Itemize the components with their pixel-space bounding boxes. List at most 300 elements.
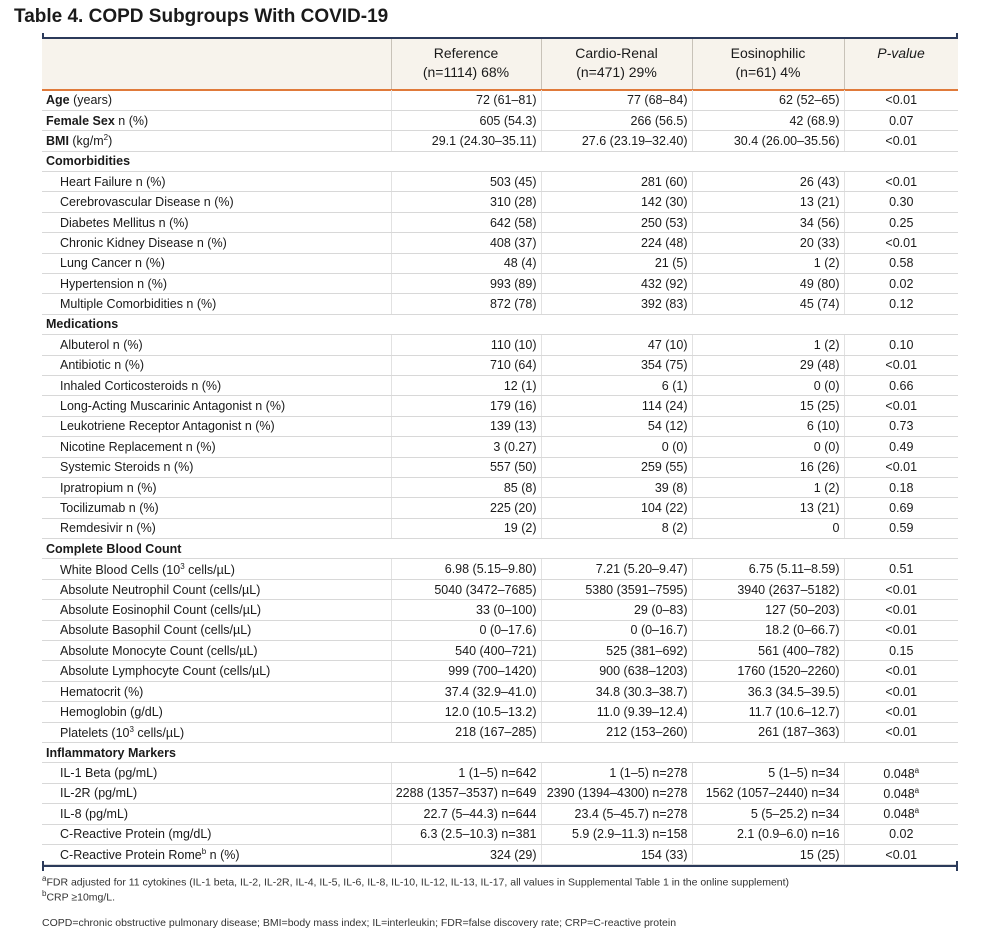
table-row — [42, 396, 958, 416]
table-row — [42, 681, 958, 701]
footnote-a — [42, 874, 789, 889]
p-value — [844, 579, 958, 599]
section-label: Complete Blood Count — [42, 539, 958, 559]
cardio-renal-value: 281 (60) — [541, 172, 692, 192]
eosinophilic-value: 1 (2) — [692, 253, 844, 273]
p-value-text: 0.048 — [883, 807, 915, 822]
row-label — [42, 212, 391, 232]
p-value — [844, 600, 958, 620]
eosinophilic-value: 29 (48) — [692, 355, 844, 375]
cardio-renal-value: 8 (2) — [541, 518, 692, 538]
cardio-renal-value: 47 (10) — [541, 335, 692, 355]
p-value — [844, 335, 958, 355]
cardio-renal-value: 432 (92) — [541, 274, 692, 294]
row-label — [42, 90, 391, 110]
reference-value: 993 (89) — [391, 274, 541, 294]
row-label-text: Absolute Monocyte Count (cells/µL) — [60, 643, 258, 658]
row-label-text: Hypertension n (%) — [60, 276, 167, 291]
cardio-renal-value: 5.9 (2.9–11.3) n=158 — [541, 824, 692, 844]
p-value — [844, 253, 958, 273]
row-label — [42, 477, 391, 497]
row-label-text: Hemoglobin (g/dL) — [60, 704, 163, 719]
table-row — [42, 110, 958, 130]
p-value-text: 0.048 — [883, 787, 915, 802]
table-row — [42, 172, 958, 192]
eosinophilic-value: 6.75 (5.11–8.59) — [692, 559, 844, 579]
column-header-p-value — [844, 39, 958, 89]
cardio-renal-value: 525 (381–692) — [541, 641, 692, 661]
p-value-text: 0.49 — [889, 439, 914, 454]
row-label — [42, 661, 391, 681]
reference-value: 85 (8) — [391, 477, 541, 497]
table-row — [42, 804, 958, 824]
cardio-renal-value: 0 (0) — [541, 437, 692, 457]
eosinophilic-value: 11.7 (10.6–12.7) — [692, 702, 844, 722]
p-value-text: 0.12 — [889, 297, 914, 312]
p-value — [844, 722, 958, 742]
eosinophilic-value: 1 (2) — [692, 335, 844, 355]
row-label-text: Albuterol n (%) — [60, 337, 143, 352]
p-value-text: 0.048 — [883, 766, 915, 781]
cardio-renal-value: 154 (33) — [541, 844, 692, 864]
row-label — [42, 396, 391, 416]
row-label-after: cells/µL) — [184, 562, 235, 577]
eosinophilic-value: 1760 (1520–2260) — [692, 661, 844, 681]
column-header-line: Reference — [433, 45, 499, 61]
table-row — [42, 477, 958, 497]
eosinophilic-value: 45 (74) — [692, 294, 844, 314]
row-label-text: Inhaled Corticosteroids n (%) — [60, 378, 222, 393]
cardio-renal-value: 77 (68–84) — [541, 90, 692, 110]
row-label-text: Remdesivir n (%) — [60, 521, 156, 536]
table-row — [42, 518, 958, 538]
cardio-renal-value: 900 (638–1203) — [541, 661, 692, 681]
row-label-bold: BMI — [46, 134, 69, 149]
reference-value: 5040 (3472–7685) — [391, 579, 541, 599]
p-value-text: <0.01 — [885, 92, 918, 107]
p-value — [844, 477, 958, 497]
p-value — [844, 681, 958, 701]
p-value-text: 0.30 — [889, 195, 914, 210]
eosinophilic-value: 3940 (2637–5182) — [692, 579, 844, 599]
section-row — [42, 539, 958, 559]
row-label-text: Absolute Basophil Count (cells/µL) — [60, 623, 252, 638]
table-title: Table 4. COPD Subgroups With COVID-19 — [14, 6, 389, 27]
p-value-text: <0.01 — [885, 623, 918, 638]
eosinophilic-value: 15 (25) — [692, 844, 844, 864]
header-divider — [844, 39, 845, 89]
p-value-text: <0.01 — [885, 133, 918, 148]
column-header-line: (n=1114) 68% — [422, 64, 510, 80]
row-label-text: IL-1 Beta (pg/mL) — [60, 766, 158, 781]
header-divider — [391, 39, 392, 89]
p-value — [844, 131, 958, 151]
cardio-renal-value: 1 (1–5) n=278 — [541, 763, 692, 783]
row-label-text: Heart Failure n (%) — [60, 174, 166, 189]
reference-value: 0 (0–17.6) — [391, 620, 541, 640]
p-value-text: 0.18 — [889, 480, 914, 495]
p-value-text: 0.25 — [889, 215, 914, 230]
p-value-text: <0.01 — [885, 399, 918, 414]
reference-value: 179 (16) — [391, 396, 541, 416]
row-label — [42, 824, 391, 844]
row-label-bold: Age — [46, 92, 70, 107]
p-value — [844, 437, 958, 457]
eosinophilic-value: 26 (43) — [692, 172, 844, 192]
table-row — [42, 90, 958, 110]
row-label-text: Absolute Neutrophil Count (cells/µL) — [60, 582, 261, 597]
eosinophilic-value: 36.3 (34.5–39.5) — [692, 681, 844, 701]
reference-value: 48 (4) — [391, 253, 541, 273]
p-value-text: 0.51 — [889, 562, 914, 577]
table-row — [42, 192, 958, 212]
eosinophilic-value: 20 (33) — [692, 233, 844, 253]
column-header-line: P-value — [877, 45, 925, 61]
p-value-text: <0.01 — [885, 704, 918, 719]
row-label-text: Absolute Lymphocyte Count (cells/µL) — [60, 664, 271, 679]
cardio-renal-value: 11.0 (9.39–12.4) — [541, 702, 692, 722]
row-label — [42, 641, 391, 661]
table-row — [42, 661, 958, 681]
eosinophilic-value: 15 (25) — [692, 396, 844, 416]
table-row — [42, 620, 958, 640]
p-value — [844, 641, 958, 661]
row-label-sup: 3 — [129, 724, 134, 734]
row-label-text: Cerebrovascular Disease n (%) — [60, 195, 234, 210]
p-value-text: <0.01 — [885, 664, 918, 679]
cardio-renal-value: 266 (56.5) — [541, 110, 692, 130]
row-label — [42, 579, 391, 599]
row-label-text: C-Reactive Protein Rome — [60, 848, 202, 863]
p-value-text: <0.01 — [885, 847, 918, 862]
row-label-text: Chronic Kidney Disease n (%) — [60, 235, 227, 250]
table-row — [42, 335, 958, 355]
section-row — [42, 314, 958, 334]
eosinophilic-value: 62 (52–65) — [692, 90, 844, 110]
row-label-bold: Female Sex — [46, 113, 115, 128]
row-label — [42, 192, 391, 212]
reference-value: 139 (13) — [391, 416, 541, 436]
eosinophilic-value: 30.4 (26.00–35.56) — [692, 131, 844, 151]
p-value-text: <0.01 — [885, 460, 918, 475]
cardio-renal-value: 104 (22) — [541, 498, 692, 518]
reference-value: 6.98 (5.15–9.80) — [391, 559, 541, 579]
row-label-sup: 3 — [180, 561, 185, 571]
reference-value: 408 (37) — [391, 233, 541, 253]
reference-value: 72 (61–81) — [391, 90, 541, 110]
reference-value: 22.7 (5–44.3) n=644 — [391, 804, 541, 824]
p-value-text: 0.69 — [889, 501, 914, 515]
table-row — [42, 437, 958, 457]
eosinophilic-value: 0 (0) — [692, 375, 844, 395]
p-value-text: 0.07 — [889, 113, 914, 128]
table-row — [42, 416, 958, 436]
row-label — [42, 518, 391, 538]
eosinophilic-value: 49 (80) — [692, 274, 844, 294]
p-value — [844, 804, 958, 824]
p-value-text: 0.58 — [889, 256, 914, 271]
p-value-text: 0.59 — [889, 521, 914, 536]
footnote-mark: a — [42, 874, 47, 883]
eosinophilic-value: 13 (21) — [692, 192, 844, 212]
cardio-renal-value: 354 (75) — [541, 355, 692, 375]
p-value — [844, 702, 958, 722]
cardio-renal-value: 114 (24) — [541, 396, 692, 416]
column-header-cardio-renal — [541, 39, 692, 89]
footnote-b — [42, 889, 115, 904]
p-value — [844, 518, 958, 538]
reference-value: 999 (700–1420) — [391, 661, 541, 681]
row-label — [42, 274, 391, 294]
cardio-renal-value: 6 (1) — [541, 375, 692, 395]
reference-value: 33 (0–100) — [391, 600, 541, 620]
section-label: Inflammatory Markers — [42, 743, 958, 763]
row-label — [42, 804, 391, 824]
table-row — [42, 375, 958, 395]
cardio-renal-value: 212 (153–260) — [541, 722, 692, 742]
row-label-text: Hematocrit (%) — [60, 684, 144, 699]
eosinophilic-value: 261 (187–363) — [692, 722, 844, 742]
row-label — [42, 294, 391, 314]
p-value — [844, 457, 958, 477]
row-label — [42, 681, 391, 701]
reference-value: 710 (64) — [391, 355, 541, 375]
reference-value: 37.4 (32.9–41.0) — [391, 681, 541, 701]
cardio-renal-value: 54 (12) — [541, 416, 692, 436]
p-value — [844, 498, 958, 518]
eosinophilic-value: 42 (68.9) — [692, 110, 844, 130]
table-row — [42, 233, 958, 253]
row-label-text: Ipratropium n (%) — [60, 480, 157, 495]
p-value — [844, 844, 958, 864]
row-label — [42, 620, 391, 640]
cardio-renal-value: 21 (5) — [541, 253, 692, 273]
reference-value: 605 (54.3) — [391, 110, 541, 130]
p-value — [844, 274, 958, 294]
data-table — [42, 90, 958, 865]
row-label-after: cells/µL) — [133, 725, 185, 740]
table-row — [42, 131, 958, 151]
p-value — [844, 396, 958, 416]
row-label — [42, 335, 391, 355]
row-label-text: Systemic Steroids n (%) — [60, 460, 194, 475]
eosinophilic-value: 1 (2) — [692, 477, 844, 497]
column-header-eosinophilic — [692, 39, 844, 89]
row-label-after: ) — [108, 134, 113, 149]
row-label — [42, 437, 391, 457]
footnote-mark: b — [42, 889, 47, 898]
eosinophilic-value: 127 (50–203) — [692, 600, 844, 620]
p-value — [844, 110, 958, 130]
table-header — [42, 39, 958, 89]
reference-value: 110 (10) — [391, 335, 541, 355]
p-value-text: 0.15 — [889, 643, 914, 658]
row-label-text: Nicotine Replacement n (%) — [60, 439, 216, 454]
p-value — [844, 233, 958, 253]
p-value-text: <0.01 — [885, 358, 918, 373]
cardio-renal-value: 39 (8) — [541, 477, 692, 497]
row-label — [42, 416, 391, 436]
p-value-text: <0.01 — [885, 174, 918, 189]
reference-value: 12 (1) — [391, 375, 541, 395]
p-value-text: 0.02 — [889, 276, 914, 291]
bottom-rule — [42, 865, 958, 867]
p-value — [844, 416, 958, 436]
row-label — [42, 355, 391, 375]
cardio-renal-value: 7.21 (5.20–9.47) — [541, 559, 692, 579]
reference-value: 19 (2) — [391, 518, 541, 538]
eosinophilic-value: 13 (21) — [692, 498, 844, 518]
row-label — [42, 559, 391, 579]
p-value — [844, 355, 958, 375]
table-row — [42, 212, 958, 232]
reference-value: 29.1 (24.30–35.11) — [391, 131, 541, 151]
table-row — [42, 274, 958, 294]
row-label-rest: n (%) — [114, 113, 149, 128]
p-value — [844, 90, 958, 110]
reference-value: 557 (50) — [391, 457, 541, 477]
row-label — [42, 498, 391, 518]
column-header-line: (n=471) 29% — [576, 64, 657, 80]
eosinophilic-value: 34 (56) — [692, 212, 844, 232]
section-label: Medications — [42, 314, 958, 334]
row-label-rest: (years) — [69, 92, 112, 107]
eosinophilic-value: 18.2 (0–66.7) — [692, 620, 844, 640]
p-value — [844, 375, 958, 395]
section-row — [42, 151, 958, 171]
eosinophilic-value: 561 (400–782) — [692, 641, 844, 661]
table-row — [42, 579, 958, 599]
p-value — [844, 559, 958, 579]
cardio-renal-value: 0 (0–16.7) — [541, 620, 692, 640]
cardio-renal-value: 250 (53) — [541, 212, 692, 232]
row-label — [42, 844, 391, 864]
reference-value: 218 (167–285) — [391, 722, 541, 742]
column-header-line: Cardio-Renal — [575, 45, 658, 61]
row-label — [42, 600, 391, 620]
p-value-sup: a — [914, 806, 920, 816]
row-label — [42, 783, 391, 803]
p-value — [844, 192, 958, 212]
column-header-line: (n=61) 4% — [735, 64, 801, 80]
eosinophilic-value: 6 (10) — [692, 416, 844, 436]
row-label-sup: 2 — [103, 133, 109, 143]
cardio-renal-value: 392 (83) — [541, 294, 692, 314]
row-label-rest: (kg/m — [68, 134, 104, 149]
row-label-sup: b — [201, 847, 207, 857]
row-label — [42, 375, 391, 395]
eosinophilic-value: 2.1 (0.9–6.0) n=16 — [692, 824, 844, 844]
cardio-renal-value: 27.6 (23.19–32.40) — [541, 131, 692, 151]
reference-value: 324 (29) — [391, 844, 541, 864]
column-header-reference — [391, 39, 541, 89]
row-label-text: Leukotriene Receptor Antagonist n (%) — [60, 419, 275, 434]
p-value — [844, 661, 958, 681]
p-value-text: 0.10 — [889, 337, 914, 352]
row-label-text: IL-8 (pg/mL) — [60, 806, 129, 821]
reference-value: 6.3 (2.5–10.3) n=381 — [391, 824, 541, 844]
p-value-text: 0.73 — [889, 419, 914, 434]
table-row — [42, 294, 958, 314]
cardio-renal-value: 224 (48) — [541, 233, 692, 253]
eosinophilic-value: 0 — [692, 518, 844, 538]
row-label-text: Platelets (10 — [60, 725, 130, 740]
p-value-sup: a — [914, 785, 920, 795]
p-value — [844, 824, 958, 844]
cardio-renal-value: 34.8 (30.3–38.7) — [541, 681, 692, 701]
table-row — [42, 844, 958, 864]
cardio-renal-value: 23.4 (5–45.7) n=278 — [541, 804, 692, 824]
reference-value: 540 (400–721) — [391, 641, 541, 661]
reference-value: 872 (78) — [391, 294, 541, 314]
p-value-text: <0.01 — [885, 582, 918, 597]
p-value-text: 0.02 — [889, 827, 914, 842]
table-row — [42, 498, 958, 518]
row-label — [42, 253, 391, 273]
p-value-text: <0.01 — [885, 235, 918, 250]
p-value — [844, 763, 958, 783]
table-row — [42, 824, 958, 844]
table-row — [42, 641, 958, 661]
cardio-renal-value: 142 (30) — [541, 192, 692, 212]
reference-value: 503 (45) — [391, 172, 541, 192]
reference-value: 3 (0.27) — [391, 437, 541, 457]
p-value — [844, 783, 958, 803]
row-label-text: Absolute Eosinophil Count (cells/µL) — [60, 602, 262, 617]
section-label: Comorbidities — [42, 151, 958, 171]
row-label-text: Multiple Comorbidities n (%) — [60, 297, 217, 312]
p-value-sup: a — [914, 765, 920, 775]
table-row — [42, 600, 958, 620]
row-label — [42, 722, 391, 742]
p-value — [844, 172, 958, 192]
reference-value: 1 (1–5) n=642 — [391, 763, 541, 783]
row-label-text: White Blood Cells (10 — [60, 562, 181, 577]
reference-value: 12.0 (10.5–13.2) — [391, 702, 541, 722]
table-row — [42, 355, 958, 375]
row-label — [42, 233, 391, 253]
row-label — [42, 172, 391, 192]
row-label-text: Long-Acting Muscarinic Antagonist n (%) — [60, 399, 286, 414]
cardio-renal-value: 259 (55) — [541, 457, 692, 477]
eosinophilic-value: 5 (1–5) n=34 — [692, 763, 844, 783]
footnote-text: FDR adjusted for 11 cytokines (IL-1 beta, IL-2, IL-2R, IL-4, IL-5, IL-6, IL-8, IL-10, IL-12, IL-13, IL-17, all values in Supplemental Table 1 in the online supplement) — [46, 876, 790, 889]
reference-value: 2288 (1357–3537) n=649 — [391, 783, 541, 803]
row-label-after: n (%) — [206, 848, 240, 863]
p-value-text: <0.01 — [885, 684, 918, 699]
row-label-text: C-Reactive Protein (mg/dL) — [60, 827, 212, 842]
row-label — [42, 457, 391, 477]
eosinophilic-value: 0 (0) — [692, 437, 844, 457]
table-row — [42, 763, 958, 783]
eosinophilic-value: 16 (26) — [692, 457, 844, 477]
table-row — [42, 253, 958, 273]
cardio-renal-value: 29 (0–83) — [541, 600, 692, 620]
row-label — [42, 702, 391, 722]
table-row — [42, 457, 958, 477]
row-label-text: Lung Cancer n (%) — [60, 256, 165, 271]
section-row — [42, 743, 958, 763]
abbreviations: COPD=chronic obstructive pulmonary disease; BMI=body mass index; IL=interleukin; FDR=false discovery rate; CRP=C-reactive protein — [42, 917, 677, 929]
p-value — [844, 212, 958, 232]
p-value — [844, 294, 958, 314]
eosinophilic-value: 5 (5–25.2) n=34 — [692, 804, 844, 824]
row-label-text: Antibiotic n (%) — [60, 358, 145, 373]
row-label-text: IL-2R (pg/mL) — [60, 786, 138, 801]
p-value-text: 0.66 — [889, 378, 914, 393]
p-value-text: <0.01 — [885, 725, 918, 740]
footnote-text: CRP ≥10mg/L. — [46, 891, 116, 904]
